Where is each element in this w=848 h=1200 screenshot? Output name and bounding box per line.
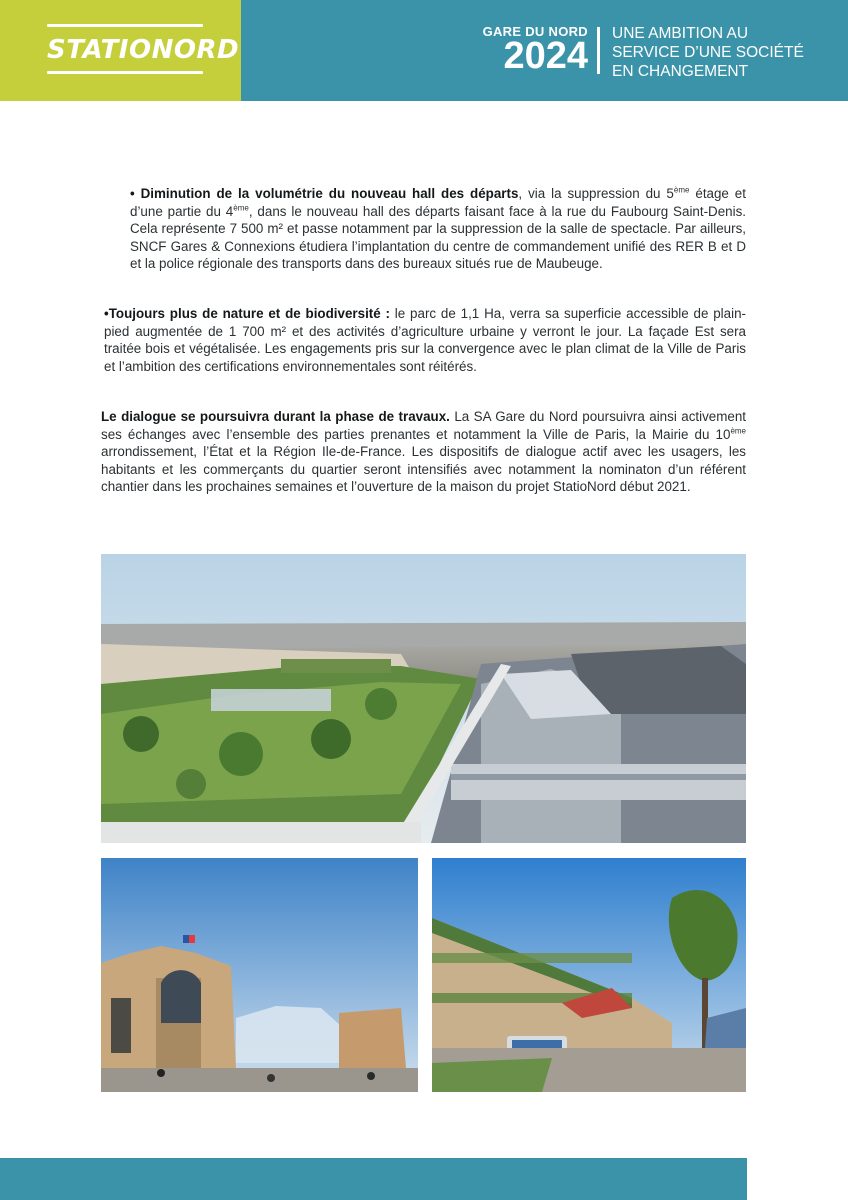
facade-rendering-left bbox=[101, 858, 418, 1092]
bullet-nature bbox=[104, 305, 746, 375]
superscript-eme: ème bbox=[673, 185, 690, 195]
year-label: 2024 bbox=[503, 35, 588, 77]
header-divider bbox=[597, 27, 600, 74]
superscript-eme: ème bbox=[730, 426, 746, 436]
gare-du-nord-label: GARE DU NORD bbox=[482, 24, 588, 39]
tagline-line-2: SERVICE D’UNE SOCIÉTÉ bbox=[612, 44, 804, 61]
bullet-volumetrie-text-3: , dans le nouveau hall des départs faisant face à la rue du Faubourg Saint-Denis. Cela représente 7 500 m² et passe notamment par la suppression de la salle de spectacle. Par ailleurs, SNCF Gares & Connexions étudiera l’implantation du centre de commandement unifié des RER B et D et la police régionale des transports dans des bureaux situés rue de Maubeuge. bbox=[130, 203, 746, 272]
logo-top-rule bbox=[47, 24, 203, 27]
logo-bottom-rule bbox=[47, 71, 203, 74]
paragraph-dialogue-text-2: arrondissement, l’État et la Région Ile-de-France. Les dispositifs de dialogue actif avec les usagers, les habitants et les commerçants du quartier seront intensifiés avec notamment la nominaton d’un référent chantier dans les prochaines semaines et l’ouverture de la maison du projet StatioNord début 2021. bbox=[101, 444, 746, 495]
header-logo-panel bbox=[0, 0, 241, 101]
stationord-logo bbox=[47, 22, 240, 78]
bullet-nature-text: le parc de 1,1 Ha, verra sa superficie accessible de plain-pied augmentée de 1 700 m² et des activités d’agriculture urbaine y verront le jour. La façade Est sera traitée bois et végétalisée. Les engagements pris sur la convergence avec le plan climat de la Ville de Paris et l’ambition des certifications environnementales sont réitérés. bbox=[104, 306, 746, 374]
tagline-line-1: UNE AMBITION AU bbox=[612, 25, 749, 42]
footer-bar bbox=[0, 1158, 747, 1200]
superscript-eme: ème bbox=[233, 203, 249, 213]
bullet-marker: • bbox=[104, 306, 109, 321]
bullet-volumetrie-heading: Diminution de la volumétrie du nouveau hall des départs bbox=[140, 186, 519, 201]
facade-rendering-right bbox=[432, 858, 746, 1092]
aerial-station-rendering bbox=[101, 554, 746, 843]
bullet-volumetrie-text-1: , via la suppression du 5 bbox=[518, 186, 674, 201]
bullet-marker: • bbox=[130, 186, 141, 201]
tagline bbox=[612, 24, 804, 81]
tagline-line-3: EN CHANGEMENT bbox=[612, 63, 749, 80]
logo-text: STATIONORD bbox=[47, 35, 240, 65]
bullet-volumetrie bbox=[130, 185, 746, 273]
paragraph-dialogue-heading: Le dialogue se poursuivra durant la phase de travaux. bbox=[101, 409, 450, 424]
paragraph-dialogue-text-1: La SA Gare du Nord poursuivra ainsi activement ses échanges avec l’ensemble des parties prenantes et notamment la Ville de Paris, la Mairie du 10 bbox=[101, 409, 746, 442]
bullet-nature-heading: Toujours plus de nature et de biodiversité : bbox=[108, 306, 390, 321]
bullet-volumetrie-text-2: étage et d’une partie du 4 bbox=[130, 186, 746, 219]
paragraph-dialogue bbox=[101, 408, 746, 496]
